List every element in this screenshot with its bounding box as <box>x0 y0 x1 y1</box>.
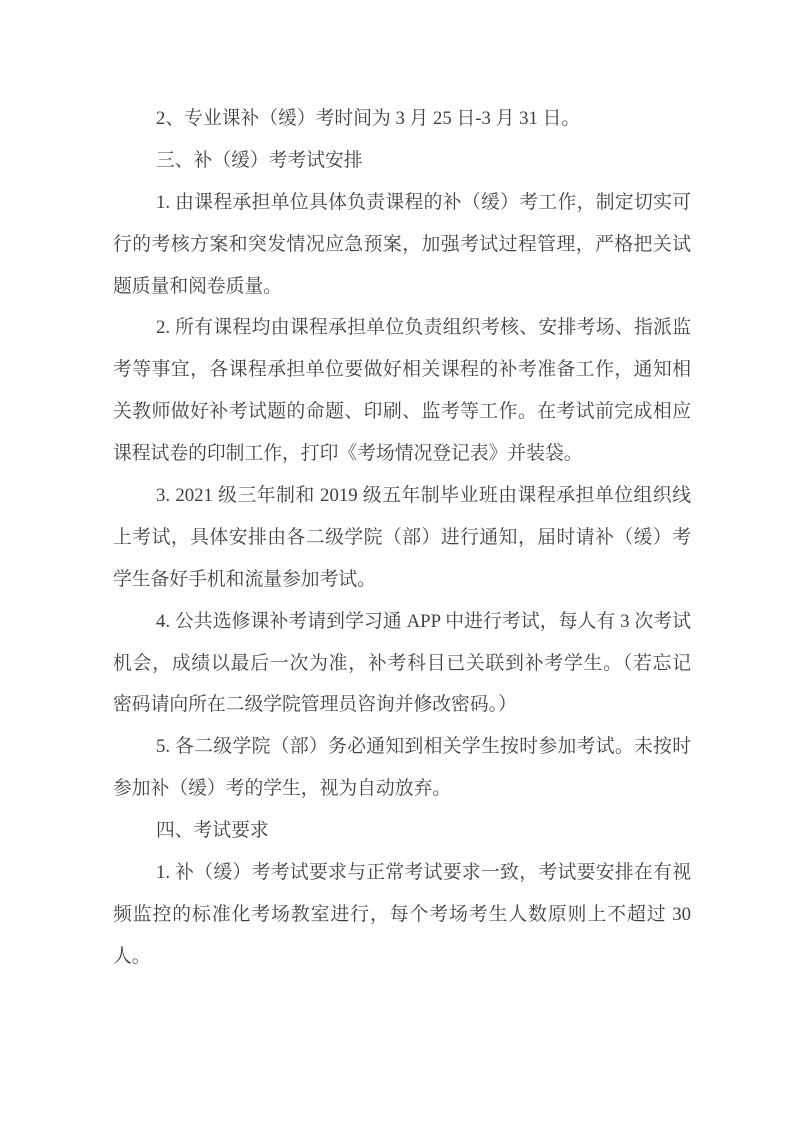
text-line: 上考试，具体安排由各二级学院（部）进行通知，届时请补（缓）考 <box>113 526 691 548</box>
text-line: 机会，成绩以最后一次为准，补考科目已关联到补考学生。（若忘记 <box>113 652 691 674</box>
text-line: 行的考核方案和突发情况应急预案，加强考试过程管理，严格把关试 <box>113 233 691 255</box>
text-line: 参加补（缓）考的学生，视为自动放弃。 <box>113 778 452 800</box>
text-line: 1. 补（缓）考考试要求与正常考试要求一致，考试要安排在有视 <box>156 862 691 884</box>
text-line: 课程试卷的印制工作，打印《考场情况登记表》并装袋。 <box>113 443 583 465</box>
text-line: 人。 <box>113 945 151 967</box>
text-line: 题质量和阅卷质量。 <box>113 275 283 297</box>
text-line: 5. 各二级学院（部）务必通知到相关学生按时参加考试。未按时 <box>156 736 691 758</box>
text-line: 考等事宜，各课程承担单位要做好相关课程的补考准备工作，通知相 <box>113 359 691 381</box>
text-line: 频监控的标准化考场教室进行，每个考场考生人数原则上不超过 30 <box>113 903 691 925</box>
text-line: 三、补（缓）考考试安排 <box>156 149 363 171</box>
document-text-block <box>113 98 691 978</box>
text-line: 2、专业课补（缓）考时间为 3 月 25 日-3 月 31 日。 <box>156 108 581 129</box>
text-line: 关教师做好补考试题的命题、印刷、监考等工作。在考试前完成相应 <box>113 401 691 423</box>
text-line: 密码请向所在二级学院管理员咨询并修改密码。） <box>113 694 517 716</box>
text-line: 1. 由课程承担单位具体负责课程的补（缓）考工作，制定切实可 <box>156 191 691 213</box>
text-line: 学生备好手机和流量参加考试。 <box>113 568 376 590</box>
text-line: 2. 所有课程均由课程承担单位负责组织考核、安排考场、指派监 <box>156 317 691 339</box>
text-line: 3. 2021 级三年制和 2019 级五年制毕业班由课程承担单位组织线 <box>156 485 691 507</box>
text-line: 四、考试要求 <box>156 820 269 842</box>
text-line: 4. 公共选修课补考请到学习通 APP 中进行考试，每人有 3 次考试 <box>156 610 691 632</box>
